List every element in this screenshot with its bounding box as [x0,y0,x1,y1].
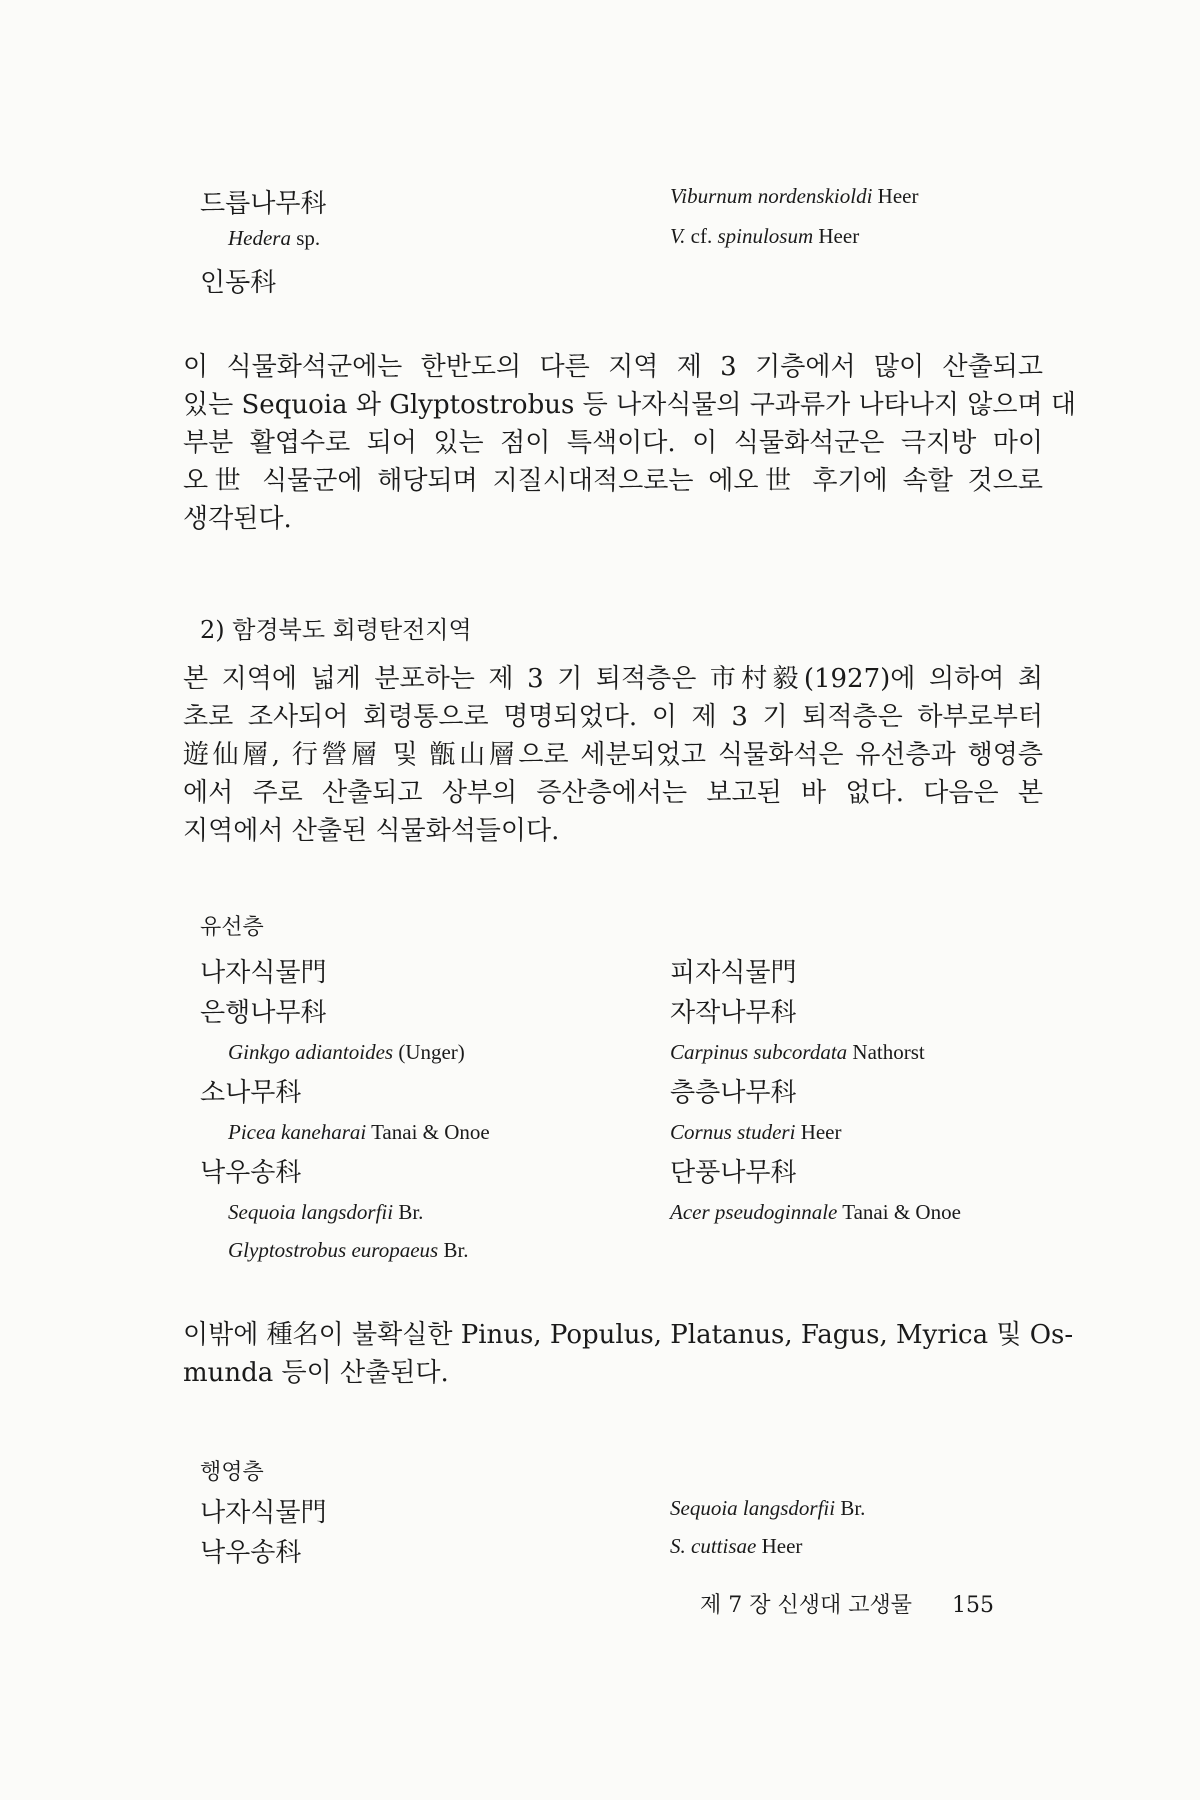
species-name: Picea kaneharai [228,1120,367,1144]
species-name: Cornus studeri [670,1120,796,1144]
species-entry [228,1120,490,1145]
species-name: Carpinus subcordata [670,1040,848,1064]
species-name: spinulosum [717,224,814,248]
species-prefix: V. [670,224,691,248]
phylum-label: 피자식물門 [670,958,797,988]
family-label: 낙우송科 [200,1538,302,1568]
paragraph-line: 부분 활엽수로 되어 있는 점이 특색이다. 이 식물화석군은 극지방 마이 [183,428,1043,458]
species-name: Glyptostrobus europaeus [228,1238,439,1262]
stratum-title: 행영층 [200,1460,264,1485]
species-author: Nathorst [847,1040,925,1064]
species-entry [228,1040,465,1065]
paragraph-line: 에서 주로 산출되고 상부의 증산층에서는 보고된 바 없다. 다음은 본 [183,778,1043,808]
family-label: 낙우송科 [200,1158,302,1188]
species-author: Heer [756,1534,803,1558]
species-entry [670,224,859,249]
paragraph-line: 생각된다. [183,504,292,534]
species-author: Br. [835,1496,866,1520]
paragraph [183,348,1076,538]
paragraph-line: 초로 조사되어 회령통으로 명명되었다. 이 제 3 기 퇴적층은 하부로부터 [183,702,1043,732]
family-label: 자작나무科 [670,998,797,1028]
chapter-title: 제 7 장 신생대 고생물 [700,1593,912,1618]
family-label: 드릅나무科 [200,189,327,219]
paragraph-line: 이밖에 種名이 불확실한 Pinus, Populus, Platanus, Fagus, Myrica 및 Os- [183,1320,1074,1350]
paragraph-line: 오世 식물군에 해당되며 지질시대적으로는 에오世 후기에 속할 것으로 [183,466,1043,496]
paragraph-line: 지역에서 산출된 식물화석들이다. [183,816,560,846]
species-cf: cf. [690,224,718,248]
species-entry [228,226,320,251]
species-author: Tanai & Onoe [366,1120,490,1144]
species-author: Br. [438,1238,469,1262]
species-author: sp. [290,226,321,250]
species-author: Br. [393,1200,424,1224]
phylum-label: 나자식물門 [200,1498,327,1528]
paragraph-line: munda 등이 산출된다. [183,1358,449,1388]
paragraph-line: 遊仙層, 行營層 및 甑山層으로 세분되었고 식물화석은 유선층과 행영층 [183,740,1043,770]
species-entry [670,1496,865,1521]
species-prefix: S. [670,1534,691,1558]
species-name: Hedera [228,226,291,250]
species-entry [670,1120,842,1145]
species-entry [228,1200,423,1225]
paragraph [183,1316,1074,1392]
species-entry [670,1200,961,1225]
species-name: Acer pseudoginnale [670,1200,838,1224]
phylum-label: 나자식물門 [200,958,327,988]
family-label: 인동科 [200,268,277,298]
running-footer [700,1588,994,1619]
page-number: 155 [952,1593,994,1618]
paragraph-line: 본 지역에 넓게 분포하는 제 3 기 퇴적층은 市村毅(1927)에 의하여 최 [183,664,1043,694]
species-author: Tanai & Onoe [837,1200,961,1224]
species-name: Sequoia langsdorfii [228,1200,394,1224]
paragraph-line: 있는 Sequoia 와 Glyptostrobus 등 나자식물의 구과류가 나타나지 않으며 대 [183,390,1076,420]
species-entry [670,184,918,209]
family-label: 은행나무科 [200,998,327,1028]
species-entry [670,1534,802,1559]
paragraph [183,660,1043,850]
family-label: 소나무科 [200,1078,302,1108]
species-author: Heer [813,224,860,248]
stratum-title: 유선층 [200,915,264,940]
species-author: Heer [795,1120,842,1144]
species-entry [670,1040,925,1065]
species-name: Viburnum nordenskioldi [670,184,873,208]
section-heading: 2) 함경북도 회령탄전지역 [200,616,472,644]
species-name: Sequoia langsdorfii [670,1496,836,1520]
species-entry [228,1238,469,1263]
species-author: (Unger) [393,1040,465,1064]
species-author: Heer [872,184,919,208]
family-label: 단풍나무科 [670,1158,797,1188]
species-name: Ginkgo adiantoides [228,1040,394,1064]
family-label: 층층나무科 [670,1078,797,1108]
paragraph-line: 이 식물화석군에는 한반도의 다른 지역 제 3 기층에서 많이 산출되고 [183,352,1043,382]
species-name: cuttisae [691,1534,757,1558]
